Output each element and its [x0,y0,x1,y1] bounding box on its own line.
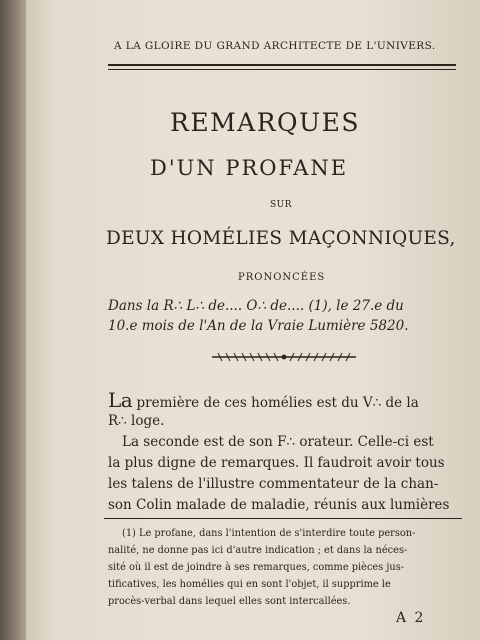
title-line-3: DEUX HOMÉLIES MAÇONNIQUES, [106,228,456,249]
running-header: A LA GLOIRE DU GRAND ARCHITECTE DE L'UNIVERS. [114,40,436,52]
header-rule-bottom [108,69,456,70]
footnote-line: nalité, ne donne pas ici d'autre indication ; et dans la néces- [108,545,408,556]
book-page [26,0,480,640]
title-line-1: REMARQUES [170,108,360,137]
body-line: La seconde est de son F∴ orateur. Celle-ci est [122,434,434,450]
body-line: R∴ loge. [108,413,165,429]
footnote-line: (1) Le profane, dans l'intention de s'interdire toute person- [122,528,416,539]
body-line: son Colin malade de maladie, réunis aux lumières [108,497,450,513]
header-rule-top [108,64,456,66]
footnote-line: sité où il est de joindre à ses remarques, comme pièces jus- [108,562,405,573]
ornament-divider-icon [210,352,358,362]
title-connector: SUR [270,200,293,210]
body-first-line [108,388,419,412]
book-spine [0,0,28,640]
signature-mark: A 2 [396,610,426,626]
body-line: la plus digne de remarques. Il faudroit avoir tous [108,455,445,471]
footnote-line: tificatives, les homélies qui en sont l'objet, il supprime le [108,579,391,590]
drop-cap: La [108,388,133,412]
title-pronounced: PRONONCÉES [238,272,326,283]
body-line: les talens de l'illustre commentateur de la chan- [108,476,439,492]
subtitle-line: 10.e mois de l'An de la Vraie Lumière 5820. [108,318,409,334]
body-line: première de ces homélies est du V∴ de la [136,395,419,411]
subtitle-line: Dans la R∴ L∴ de.... O∴ de.... (1), le 27.e du [108,298,404,314]
title-line-2: D'UN PROFANE [150,156,349,180]
footnote-line: procès-verbal dans lequel elles sont intercallées. [108,596,351,607]
footnote-rule [104,518,462,519]
